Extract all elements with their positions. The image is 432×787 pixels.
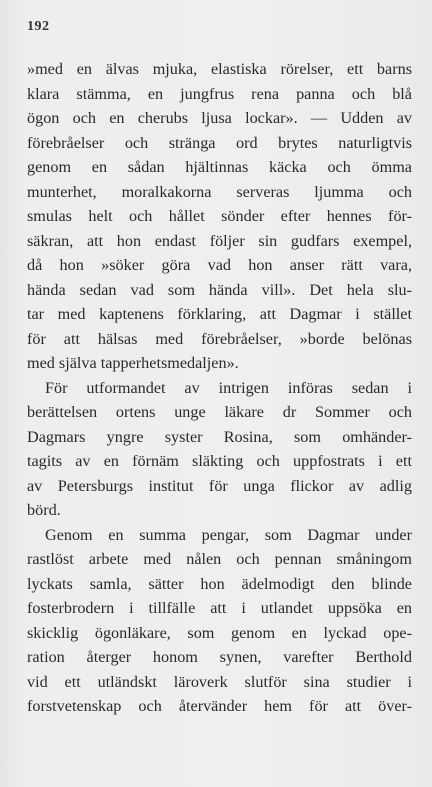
- text-line: ration återger honom synen, varefter Berthold: [27, 648, 412, 666]
- text-line: »med en älvas mjuka, elastiska rörelser, ett barns: [27, 60, 412, 78]
- text-line: berättelsen ortens unge läkare dr Sommer och: [27, 403, 412, 421]
- text-line: förebråelser och stränga ord brytes naturligtvis: [27, 133, 412, 152]
- paragraph: [27, 523, 412, 719]
- text-line: ögon och en cherubs ljusa lockar». — Udden av: [27, 109, 412, 127]
- text-line: lyckats samla, sätter hon ädelmodigt den blinde: [27, 574, 412, 593]
- paragraph: [27, 57, 412, 376]
- text-line: tar med kaptenens förklaring, att Dagmar i stället: [27, 305, 412, 323]
- body-text: [27, 57, 412, 719]
- text-line: klara stämma, en jungfrus rena panna och blå: [27, 84, 412, 103]
- text-line: genom en sådan hjältinnas käcka och ömma: [27, 158, 412, 176]
- text-line: Genom en summa pengar, som Dagmar under: [45, 525, 412, 544]
- page-number: 192: [27, 19, 50, 34]
- text-line: hända sedan vad som hända vill». Det hela slu-: [27, 280, 412, 299]
- text-line: med själva tapperhetsmedaljen».: [27, 354, 239, 372]
- text-line: skicklig ögonläkare, som genom en lyckad ope-: [27, 623, 412, 642]
- text-line: tagits av en förnäm släkting och uppfostrats i ett: [27, 452, 412, 470]
- text-line: fosterbrodern i tillfälle att i utlandet uppsöka en: [27, 599, 412, 617]
- text-line: Dagmars yngre syster Rosina, som omhänder-: [27, 427, 412, 446]
- text-line: munterhet, moralkakorna serveras ljumma och: [27, 182, 412, 201]
- text-line: då hon »söker göra vad hon anser rätt vara,: [27, 256, 412, 274]
- text-line: säkran, att hon endast följer sin gudfars exempel,: [27, 231, 412, 250]
- text-line: börd.: [27, 501, 61, 519]
- text-line: forstvetenskap och återvänder hem för att över-: [27, 697, 412, 715]
- text-line: av Petersburgs institut för unga flickor av adlig: [27, 476, 412, 495]
- paragraph: [27, 376, 412, 523]
- text-line: rastlöst arbete med nålen och pennan småningom: [27, 550, 412, 568]
- text-line: vid ett utländskt läroverk slutför sina studier i: [27, 672, 412, 691]
- text-line: för att hälsas med förebråelser, »borde belönas: [27, 329, 412, 348]
- text-line: smulas helt och hållet sönder efter hennes för-: [27, 207, 412, 225]
- text-line: För utformandet av intrigen införas sedan i: [45, 378, 412, 397]
